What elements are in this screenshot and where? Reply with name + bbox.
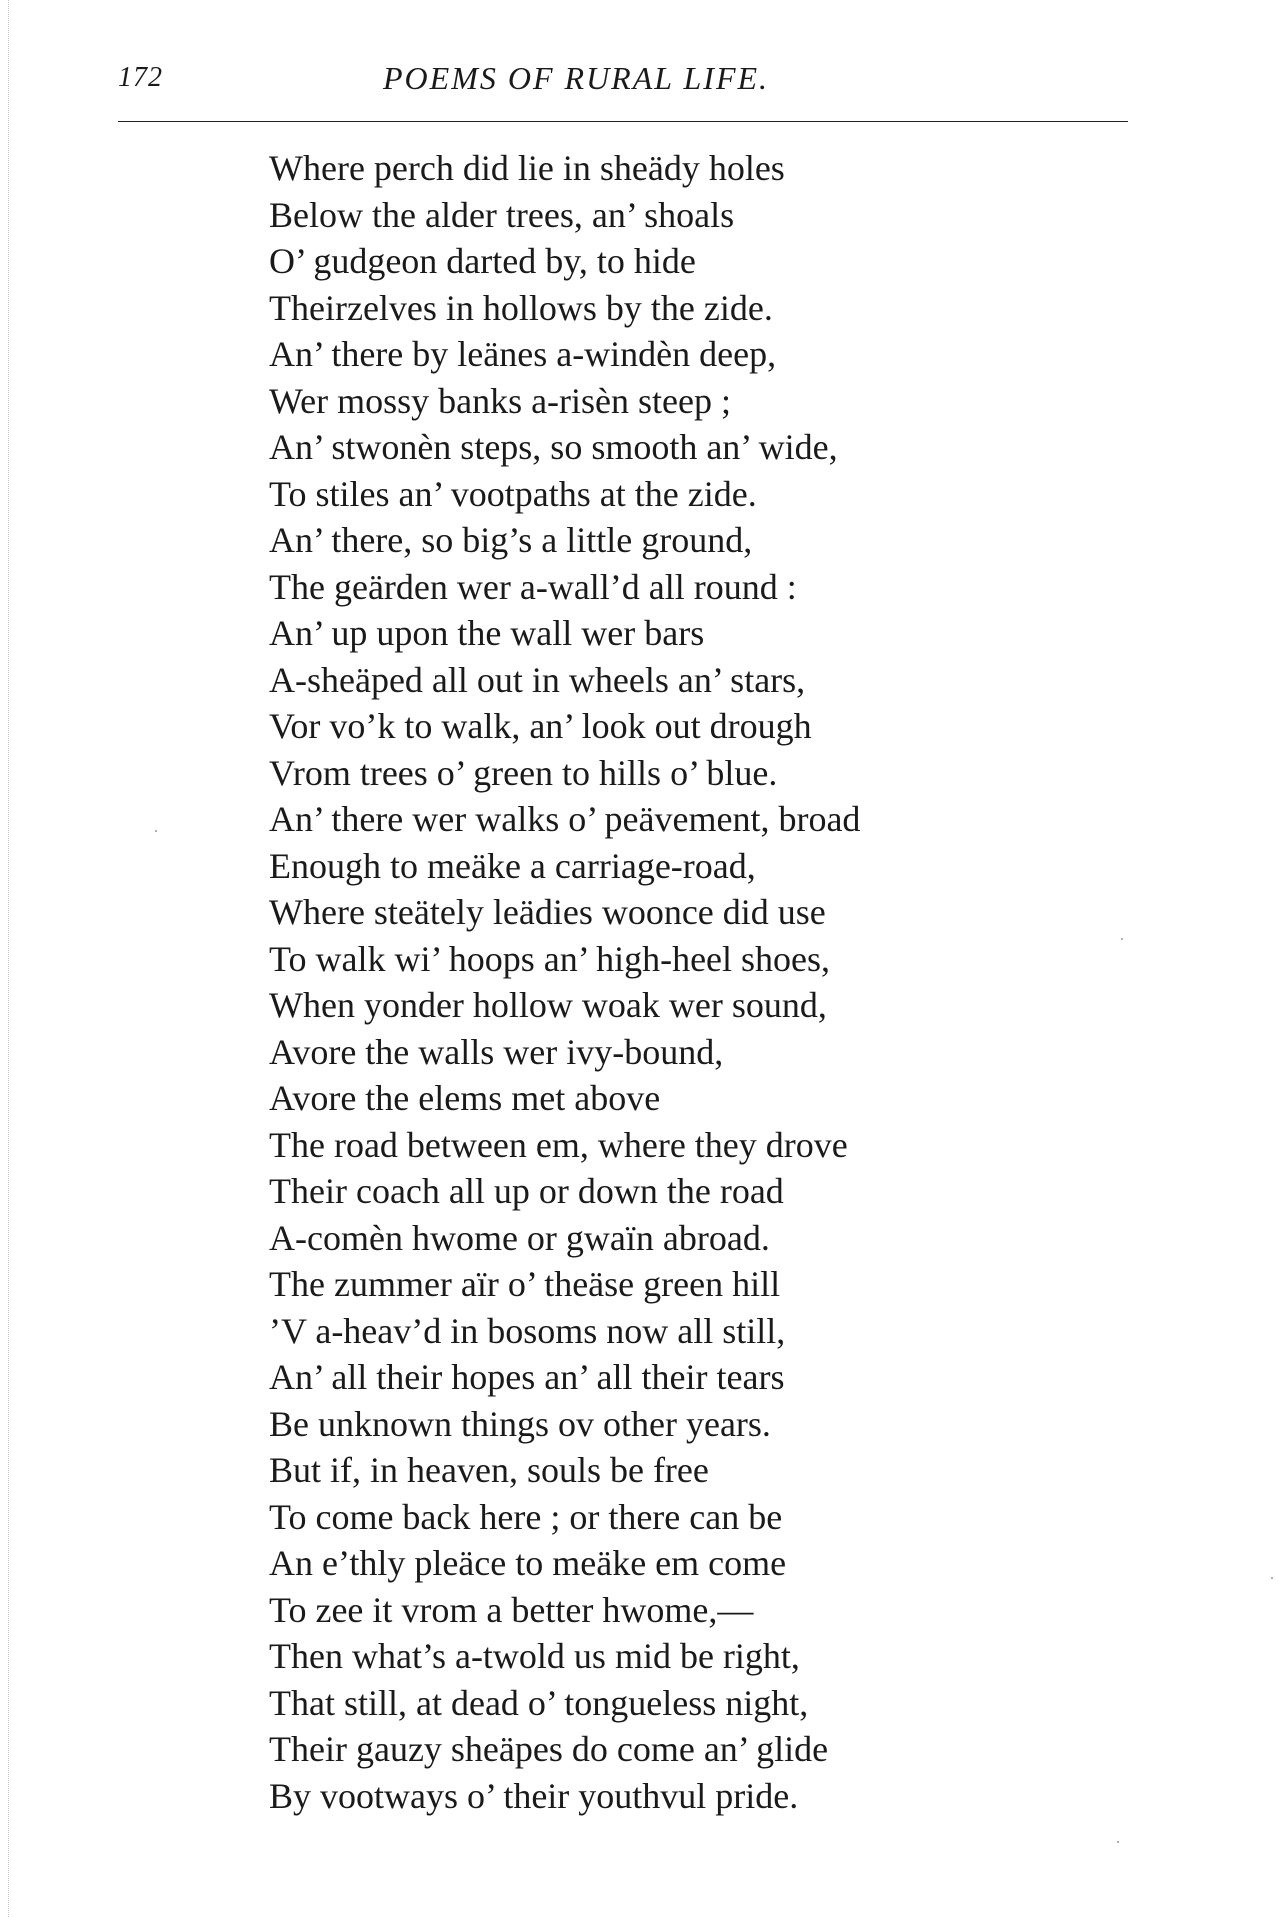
poem-line: A-comèn hwome or gwaïn abroad. — [269, 1217, 770, 1258]
paper-speck — [1271, 1577, 1273, 1579]
poem-line: Avore the walls wer ivy-bound, — [269, 1031, 724, 1072]
poem-line: To stiles an’ vootpaths at the zide. — [269, 473, 757, 514]
poem-line: An e’thly pleäce to meäke em come — [269, 1543, 787, 1583]
poem-line: To zee it vrom a better hwome,— — [269, 1589, 754, 1630]
poem-line: Theirzelves in hollows by the zide. — [269, 287, 773, 328]
poem-line: Vrom trees o’ green to hills o’ blue. — [269, 752, 778, 793]
page-edge-line — [8, 0, 9, 1917]
poem-line: That still, at dead o’ tongueless night, — [269, 1682, 809, 1723]
poem-line: Their gauzy sheäpes do come an’ glide — [269, 1729, 829, 1769]
poem-line: To walk wi’ hoops an’ high-heel shoes, — [269, 938, 831, 979]
poem-line: By vootways o’ their youthvul pride. — [269, 1775, 799, 1816]
poem-line: But if, in heaven, souls be free — [269, 1450, 709, 1490]
poem-line: When yonder hollow woak wer sound, — [269, 985, 827, 1025]
poem-line: The geärden wer a-wall’d all round : — [269, 566, 797, 607]
paper-speck — [1121, 938, 1123, 940]
poem-line: To come back here ; or there can be — [269, 1496, 783, 1537]
poem-line: Avore the elems met above — [269, 1078, 661, 1118]
poem-line: Wer mossy banks a-risèn steep ; — [269, 380, 731, 421]
poem-line: Below the alder trees, an’ shoals — [269, 194, 735, 235]
poem-line: Be unknown things ov other years. — [269, 1403, 771, 1444]
poem-line: ’V a-heav’d in bosoms now all still, — [269, 1310, 786, 1351]
poem-line: Where perch did lie in sheädy holes — [269, 148, 785, 188]
running-title: POEMS OF RURAL LIFE. — [383, 60, 770, 96]
poem-line: An’ stwonèn steps, so smooth an’ wide, — [269, 427, 838, 467]
poem-line: Enough to meäke a carriage-road, — [269, 845, 756, 886]
poem-line: Their coach all up or down the road — [269, 1171, 784, 1211]
poem-line: The zummer aïr o’ theäse green hill — [269, 1264, 781, 1304]
poem-line: An’ there by leänes a-windèn deep, — [269, 334, 777, 374]
poem-line: Then what’s a-twold us mid be right, — [269, 1636, 800, 1676]
poem-line: An’ all their hopes an’ all their tears — [269, 1357, 785, 1397]
poem-line: O’ gudgeon darted by, to hide — [269, 241, 696, 281]
paper-speck — [155, 830, 157, 832]
poem-line: An’ there, so big’s a little ground, — [269, 520, 753, 560]
poem-line: An’ there wer walks o’ peävement, broad — [269, 799, 861, 839]
paper-speck — [1117, 1841, 1119, 1843]
page-header — [118, 62, 1128, 102]
poem-line: Where steätely leädies woonce did use — [269, 892, 826, 932]
header-rule — [118, 121, 1128, 122]
page-number: 172 — [118, 62, 163, 93]
poem-line: Vor vo’k to walk, an’ look out drough — [269, 706, 812, 746]
poem-line: The road between em, where they drove — [269, 1124, 848, 1165]
poem-line: A-sheäped all out in wheels an’ stars, — [269, 659, 806, 700]
poem-line: An’ up upon the wall wer bars — [269, 613, 705, 653]
poem-text — [269, 145, 1099, 1819]
